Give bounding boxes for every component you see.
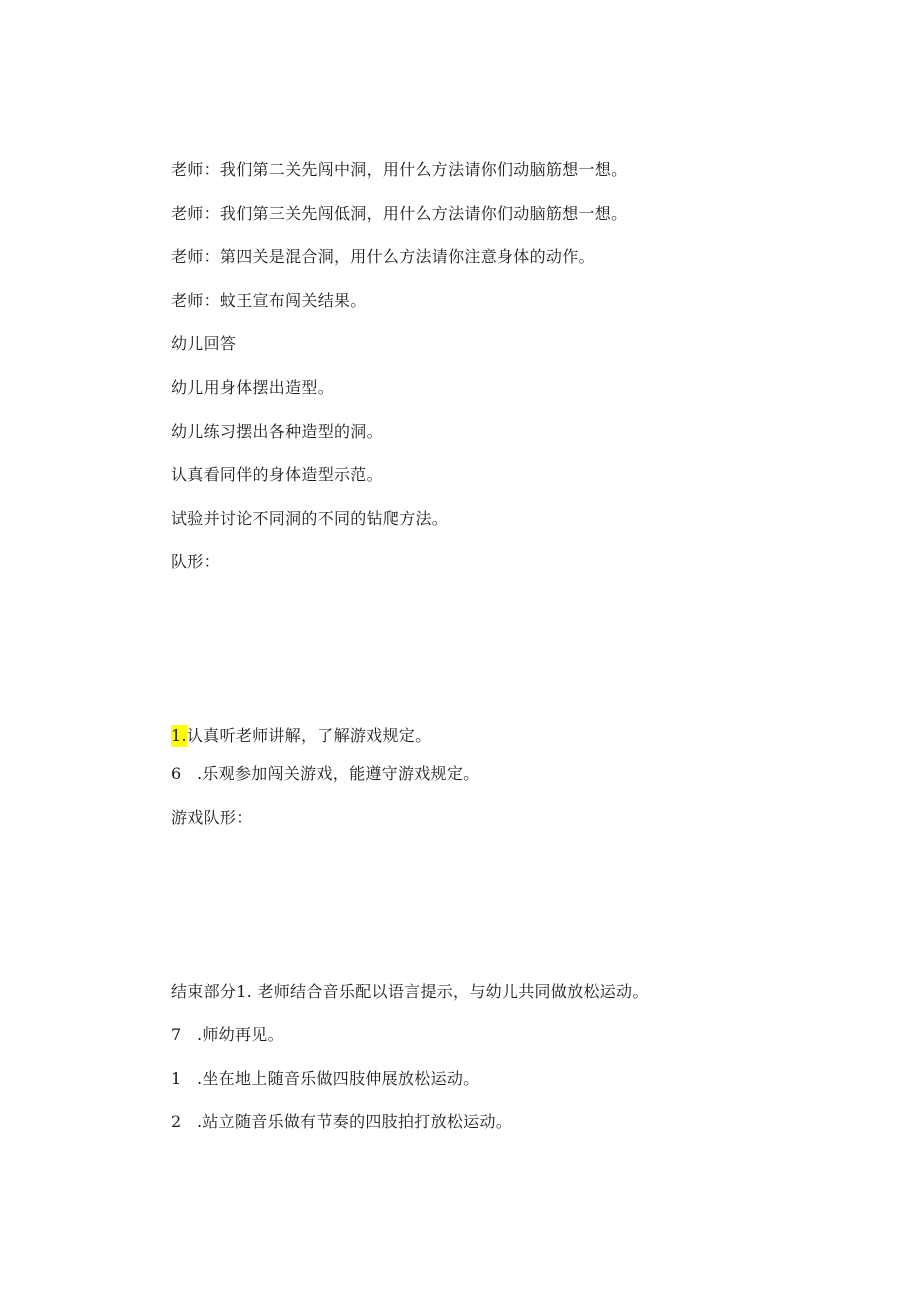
goal-item-6-text: .乐观参加闯关游戏，能遵守游戏规定。 [197, 764, 480, 783]
children-answer: 幼儿回答 [171, 334, 237, 353]
ending-item-2-number: 2 [171, 1112, 182, 1131]
ending-section-line: 结束部分1. 老师结合音乐配以语言提示，与幼儿共同做放松运动。 [171, 982, 649, 1001]
teacher-line-second-level: 老师：我们第二关先闯中洞，用什么方法请你们动脑筋想一想。 [171, 160, 628, 179]
ending-item-1-number: 1 [171, 1069, 182, 1088]
teacher-line-third-level: 老师：我们第三关先闯低洞，用什么方法请你们动脑筋想一想。 [171, 204, 628, 223]
ending-item-2 [171, 1111, 512, 1133]
ending-item-1-text: .坐在地上随音乐做四肢伸展放松运动。 [197, 1069, 480, 1088]
ending-item-2-text: .站立随音乐做有节奏的四肢拍打放松运动。 [197, 1112, 513, 1131]
ending-item-7-number: 7 [171, 1025, 182, 1044]
game-formation-label: 游戏队形： [171, 808, 253, 827]
ending-item-1 [171, 1068, 480, 1090]
ending-item-7-text: .师幼再见。 [197, 1025, 284, 1044]
teacher-line-results: 老师：蚊王宣布闯关结果。 [171, 291, 367, 310]
watch-demo-line: 认真看同伴的身体造型示范。 [171, 465, 383, 484]
goal-item-6-number: 6 [171, 764, 182, 783]
goal-item-1-text: 认真听老师讲解，了解游戏规定。 [186, 726, 432, 745]
teacher-line-fourth-level: 老师：第四关是混合洞，用什么方法请你注意身体的动作。 [171, 247, 595, 266]
children-practice-line: 幼儿练习摆出各种造型的洞。 [171, 422, 383, 441]
formation-label: 队形： [171, 552, 220, 571]
goal-item-1 [171, 725, 431, 747]
ending-item-7 [171, 1024, 284, 1046]
goal-item-1-number: 1. [171, 726, 187, 745]
children-pose-line: 幼儿用身体摆出造型。 [171, 378, 335, 397]
experiment-line: 试验并讨论不同洞的不同的钻爬方法。 [171, 509, 449, 528]
goal-item-6 [171, 763, 480, 785]
